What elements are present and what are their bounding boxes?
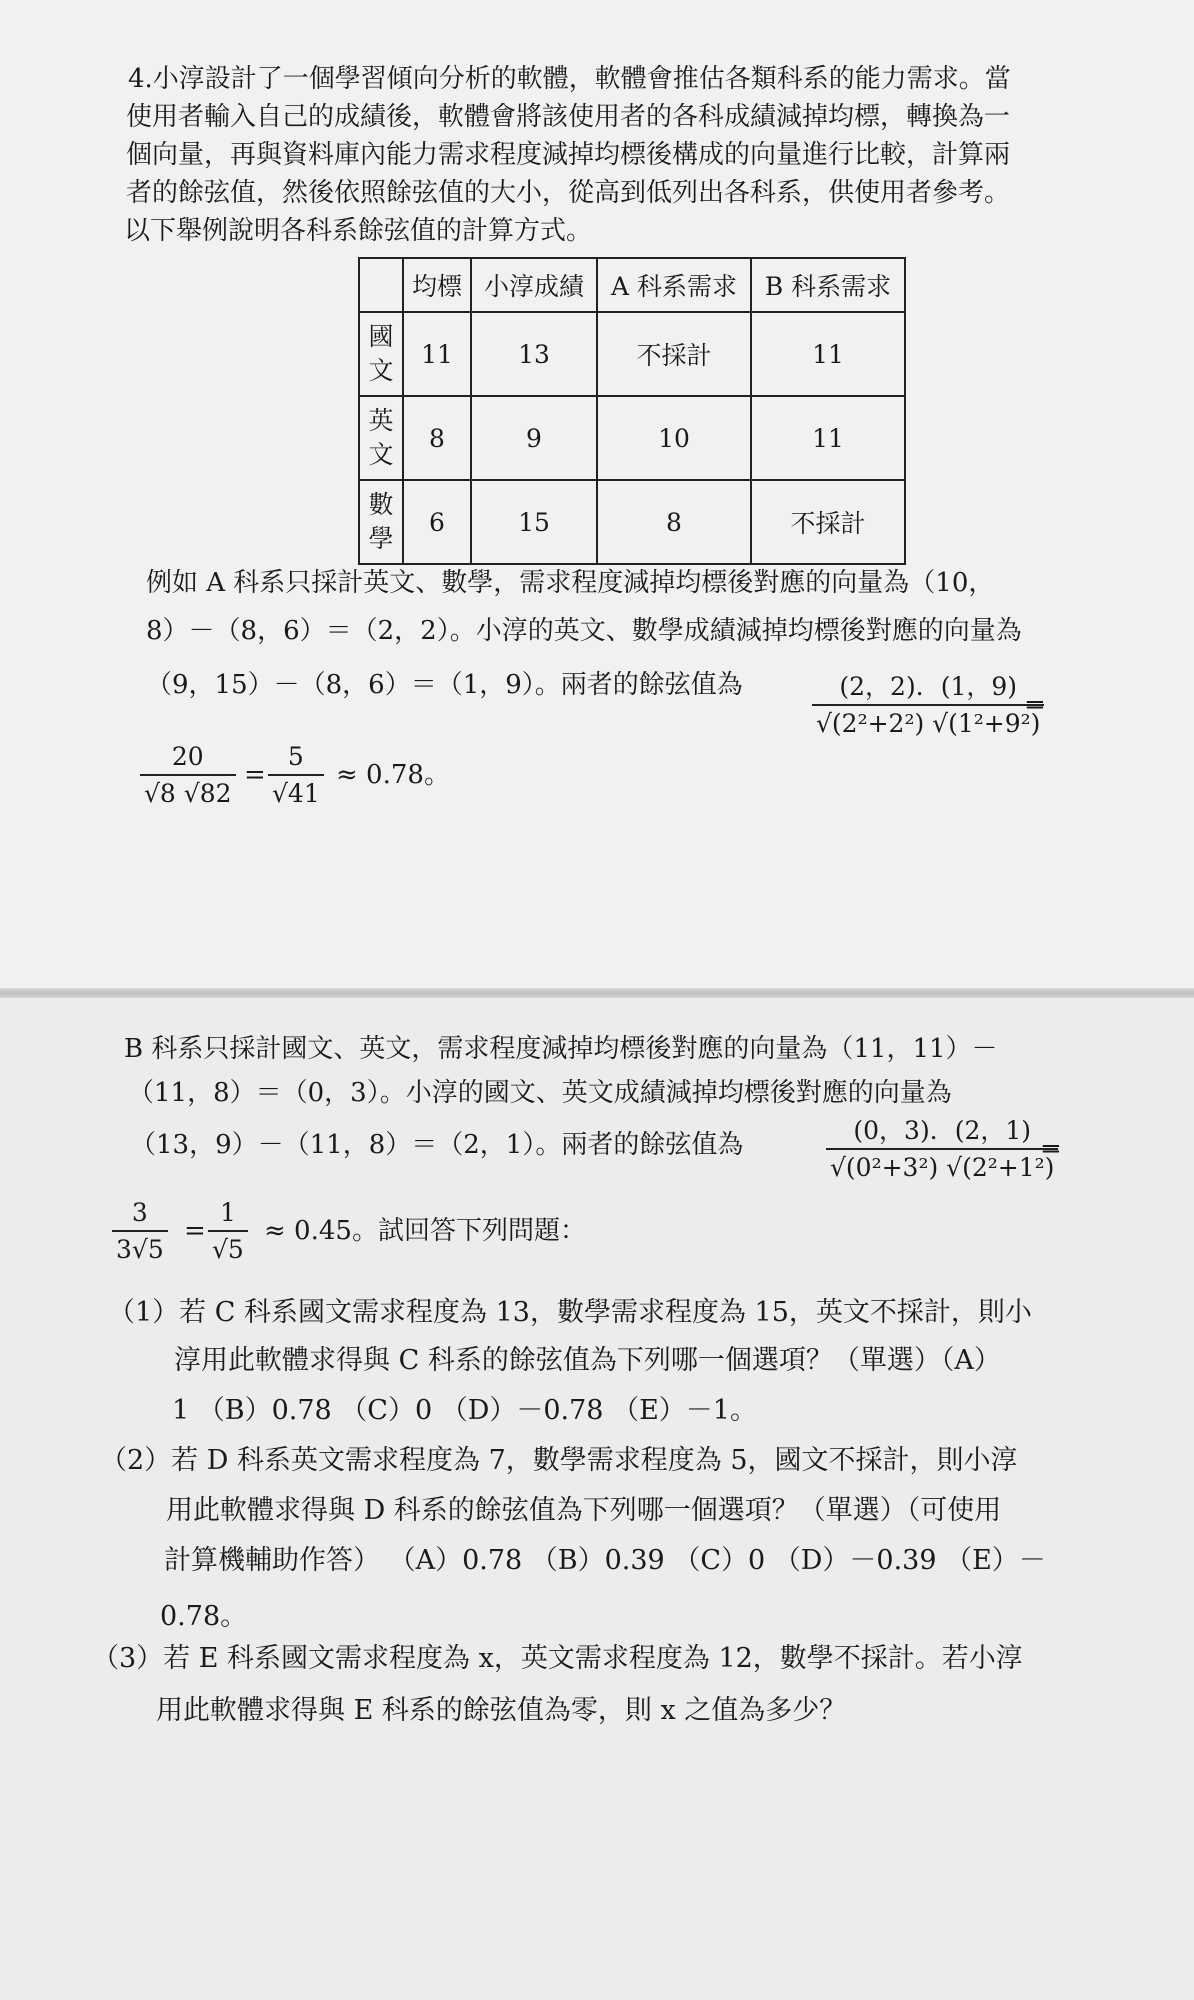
table-cell: 11 [751,396,905,480]
fraction-denominator: √(2²+2²) √(1²+9²) [812,704,1044,742]
fraction-numerator: 5 [287,742,304,771]
question-2-line-4: 0.78。 [160,1601,248,1632]
table-row [359,312,905,396]
question-1-line-1: （1）若 C 科系國文需求程度為 13，數學需求程度為 15，英文不採計，則小 [108,1297,1032,1328]
question-3-line-2: 用此軟體求得與 E 科系的餘弦值為零，則 x 之值為多少？ [156,1695,847,1726]
fraction-numerator: 20 [171,742,204,771]
question-2-line-1: （2）若 D 科系英文需求程度為 7，數學需求程度為 5，國文不採計，則小淳 [100,1445,1018,1476]
table-header-cell: 小淳成績 [471,258,597,312]
fraction-denominator: 3√5 [112,1230,168,1268]
subject-label: 國文 [368,322,394,385]
equals-sign: = [1040,1134,1062,1164]
table-header-cell: A 科系需求 [597,258,751,312]
fraction-numerator: 1 [219,1198,236,1227]
example-a-line-1: 例如 A 科系只採計英文、數學，需求程度減掉均標後對應的向量為（10， [146,568,995,598]
score-table [358,257,906,565]
question-1-line-3: 1 （B）0.78 （C）0 （D）－0.78 （E）－1。 [172,1395,757,1426]
subject-label: 數學 [368,490,394,553]
intro-line-2: 使用者輸入自己的成績後，軟體會將該使用者的各科成績減掉均標，轉換為一 [126,102,1011,132]
fraction-numerator: (2，2)．(1，9) [839,672,1018,701]
fraction-numerator: 3 [131,1198,148,1227]
table-cell: 11 [403,312,471,396]
example-a-line-3: （9，15）－（8，6）＝（1，9）。兩者的餘弦值為 [146,670,743,700]
intro-line-3: 個向量，再與資料庫內能力需求程度減掉均標後構成的向量進行比較，計算兩 [126,140,1011,170]
table-row [359,480,905,564]
table-row [359,396,905,480]
intro-line-1: 4.小淳設計了一個學習傾向分析的軟體，軟體會推估各類科系的能力需求。當 [128,64,1011,94]
example-a-fraction-3 [268,740,324,812]
example-b-line-3: （13，9）－（11，8）＝（2，1）。兩者的餘弦值為 [130,1130,744,1160]
table-cell: 9 [471,396,597,480]
example-a-result: ≈ 0.78。 [336,760,450,790]
table-cell: 6 [403,480,471,564]
intro-line-5: 以下舉例說明各科系餘弦值的計算方式。 [124,216,593,246]
fraction-denominator: √41 [268,774,324,812]
question-1-line-2: 淳用此軟體求得與 C 科系的餘弦值為下列哪一個選項？（單選）（A） [174,1345,1001,1376]
example-b-cosine-fraction [826,1114,1058,1186]
question-2-line-3: 計算機輔助作答） （A）0.78 （B）0.39 （C）0 （D）－0.39 （E）－ [164,1545,1046,1576]
fraction-numerator: (0，3)．(2，1) [853,1116,1032,1145]
table-cell: 不採計 [751,480,905,564]
equals-sign: = [244,760,266,790]
example-b-line-2: （11，8）＝（0，3）。小淳的國文、英文成績減掉均標後對應的向量為 [128,1078,952,1108]
question-2-line-2: 用此軟體求得與 D 科系的餘弦值為下列哪一個選項？（單選）（可使用 [166,1495,1002,1526]
fraction-denominator: √5 [208,1230,248,1268]
example-b-fraction-2 [112,1196,168,1268]
fraction-denominator: √8 √82 [140,774,236,812]
example-a-fraction-2 [140,740,236,812]
fraction-denominator: √(0²+3²) √(2²+1²) [826,1148,1058,1186]
example-a-cosine-fraction [812,670,1044,742]
example-b-result: ≈ 0.45。試回答下列問題： [264,1216,586,1246]
table-cell: 11 [751,312,905,396]
example-b-fraction-3 [208,1196,248,1268]
table-header-row [359,258,905,312]
equals-sign: = [1024,690,1046,720]
intro-line-4: 者的餘弦值，然後依照餘弦值的大小，從高到低列出各科系，供使用者參考。 [126,178,1011,208]
table-header-cell [359,258,403,312]
table-cell: 8 [597,480,751,564]
equals-sign: = [184,1216,206,1246]
table-cell: 不採計 [597,312,751,396]
subject-label: 英文 [368,406,394,469]
table-cell: 15 [471,480,597,564]
example-b-line-1: B 科系只採計國文、英文，需求程度減掉均標後對應的向量為（11，11）－ [124,1034,998,1064]
table-cell: 13 [471,312,597,396]
example-a-line-2: 8）－（8，6）＝（2，2）。小淳的英文、數學成績減掉均標後對應的向量為 [146,616,1022,646]
table-cell: 10 [597,396,751,480]
question-3-line-1: （3）若 E 科系國文需求程度為 x，英文需求程度為 12，數學不採計。若小淳 [92,1643,1023,1674]
table-header-cell: B 科系需求 [751,258,905,312]
table-header-cell: 均標 [403,258,471,312]
table-cell: 8 [403,396,471,480]
